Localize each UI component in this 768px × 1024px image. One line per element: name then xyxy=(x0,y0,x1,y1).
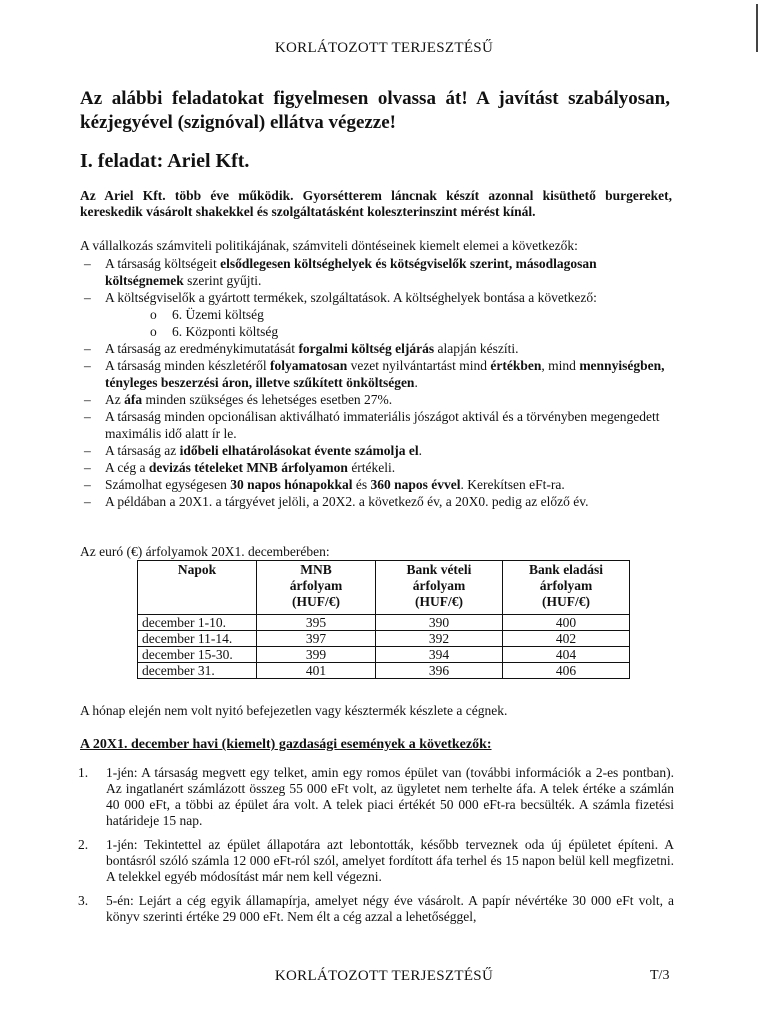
exchange-rate-table xyxy=(137,560,630,679)
restriction-footer: KORLÁTOZOTT TERJESZTÉSŰ xyxy=(274,968,494,984)
events-title: A 20X1. december havi (kiemelt) gazdasági események a következők: xyxy=(80,737,492,752)
task-title: I. feladat: Ariel Kft. xyxy=(80,150,250,172)
restriction-header: KORLÁTOZOTT TERJESZTÉSŰ xyxy=(274,40,494,56)
col-header-bank-sell: Bank eladási árfolyam (HUF/€) xyxy=(503,561,630,615)
cost-center-item: o 6. Üzemi költség xyxy=(150,307,264,322)
list-item: 1. 1-jén: A társaság megvett egy telket, amin egy romos épület van (további információk a 2-es pontban). Az ingatlanért számlázott összeg 55 000 eFt volt, az ügyletet nem terhelte áfa. A telek értéke a számlán 40 000 eFt, a többi az épület ára volt. A telek piaci értékét 50 000 eFt-ra becsülték. A számla fizetési határideje 15 nap. xyxy=(78,765,674,828)
list-item: 2. 1-jén: Tekintettel az épület állapotára azt lebontották, később terveznek oda új épületet építeni. A bontásról szóló számla 12 000 eFt-ról szól, amelyet fordított áfa terhel és 15 napon belül kell megfizetni. A telekkel egyéb módosítást már nem kell végezni. xyxy=(78,837,674,884)
policy-item: – Az áfa minden szükséges és lehetséges esetben 27%. xyxy=(84,392,393,407)
col-header-bank-buy: Bank vételi árfolyam (HUF/€) xyxy=(376,561,503,615)
instructions-heading: Az alábbi feladatokat figyelmesen olvassa át! A javítást szabályosan, kézjegyével (szignóval) ellátva végezze! xyxy=(80,88,670,133)
list-item: 3. 5-én: Lejárt a cég egyik államapírja, amelyet négy éve vásárolt. A papír névértéke 30 000 eFt volt, a könyv szerinti értéke 29 000 eFt. Nem élt a cég azzal a lehetőséggel, xyxy=(78,893,674,924)
cost-center-item: o 6. Központi költség xyxy=(150,324,279,339)
policy-item: – A társaság az időbeli elhatárolásokat évente számolja el. xyxy=(84,443,422,458)
policy-item: – A cég a devizás tételeket MNB árfolyamon értékeli. xyxy=(84,460,396,475)
col-header-mnb: MNB árfolyam (HUF/€) xyxy=(257,561,376,615)
policy-item: – A társaság minden készletéről folyamatosan vezet nyilvántartást mind értékben, mind mennyiségben, tényleges beszerzési áron, illetve szűkített önköltségen. xyxy=(84,358,665,390)
policy-intro: A vállalkozás számviteli politikájának, számviteli döntéseinek kiemelt elemei a következők: xyxy=(80,238,578,253)
accounting-policy-list xyxy=(80,255,672,510)
company-description: Az Ariel Kft. több éve működik. Gyorsétterem láncnak készít azonnal kisüthető burgereket, kereskedik vásárolt shakekkel és szolgáltatásként koleszterinszint mérést kínál. xyxy=(80,188,672,219)
cost-center-list xyxy=(105,306,672,340)
table-header-row xyxy=(138,561,630,615)
col-header-days: Napok xyxy=(138,561,257,615)
policy-item: – A társaság az eredménykimutatását forgalmi költség eljárás alapján készíti. xyxy=(84,341,519,356)
page-number: T/3 xyxy=(650,968,670,983)
table-row: december 1-10. 395 390 400 xyxy=(138,615,630,631)
policy-item: – A példában a 20X1. a tárgyévet jelöli, a 20X2. a következő év, a 20X0. pedig az előző év. xyxy=(84,494,589,509)
policy-item: – Számolhat egységesen 30 napos hónapokkal és 360 napos évvel. Kerekítsen eFt-ra. xyxy=(84,477,565,492)
policy-item: – A költségviselők a gyártott termékek, szolgáltatások. A költséghelyek bontása a következő: o 6. Üzemi költség o 6. Központi költség xyxy=(80,289,672,340)
policy-item: – A társaság költségeit elsődlegesen költséghelyek és kötségviselők szerint, másodlagosan költségnemek szerint gyűjti. xyxy=(84,256,597,288)
table-row: december 15-30. 399 394 404 xyxy=(138,647,630,663)
exchange-rate-label: Az euró (€) árfolyamok 20X1. decemberében: xyxy=(80,544,330,559)
table-row: december 11-14. 397 392 402 xyxy=(138,631,630,647)
table-row: december 31. 401 396 406 xyxy=(138,663,630,679)
economic-events-list xyxy=(78,765,674,933)
opening-stock-note: A hónap elején nem volt nyitó befejezetlen vagy késztermék készlete a cégnek. xyxy=(80,703,508,718)
policy-item: – A társaság minden opcionálisan aktiválható immateriális jószágot aktivál és a törvényben megengedett maximális idő alatt ír le. xyxy=(84,409,660,441)
